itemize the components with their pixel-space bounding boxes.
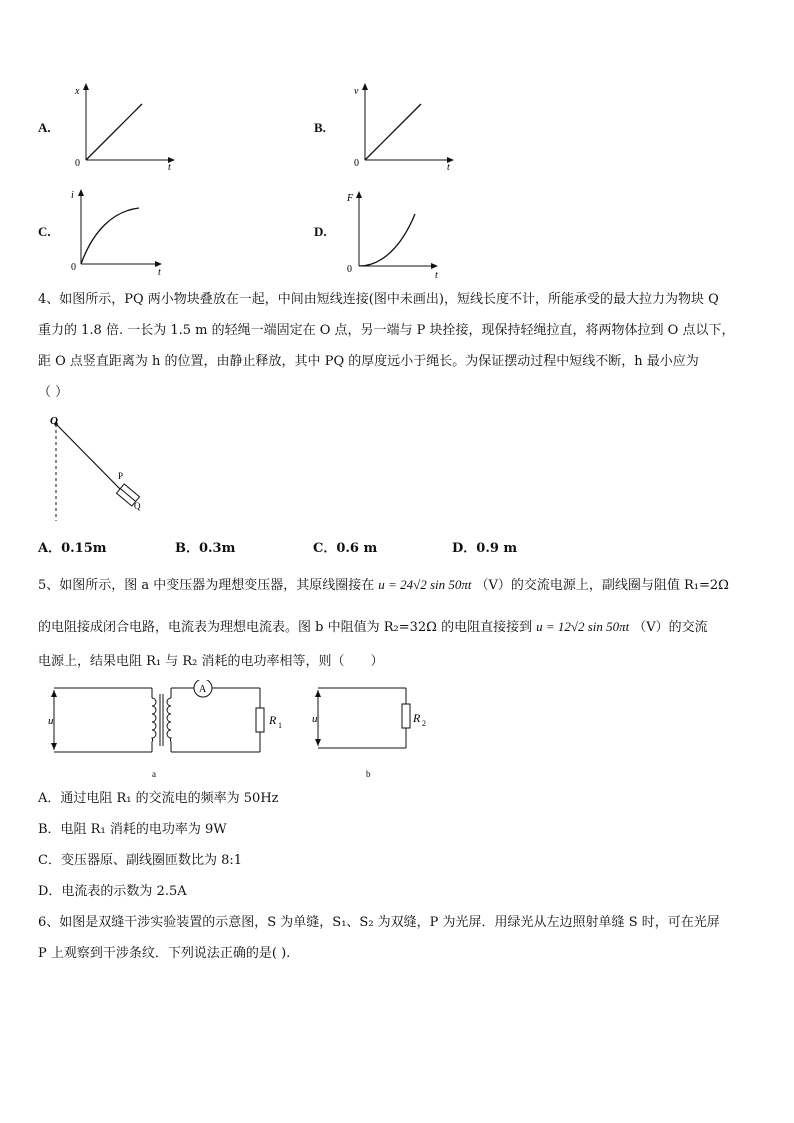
origin-label: 0 xyxy=(71,262,76,273)
transformer-circuit-a xyxy=(40,680,290,780)
q5-equation-2: u = 12√2 sin 50πt xyxy=(536,619,630,634)
option-d[interactable] xyxy=(314,186,514,281)
option-c[interactable] xyxy=(38,186,238,276)
option-a[interactable] xyxy=(38,82,238,172)
resistor-circuit-b xyxy=(308,680,438,780)
resistor-r2-subscript: 2 xyxy=(422,719,426,728)
x-axis-label: t xyxy=(168,162,171,172)
x-axis-label: t xyxy=(447,162,450,172)
block-p-label: P xyxy=(118,471,124,481)
q6-line-1: 6、如图是双缝干涉实验装置的示意图，S 为单缝，S₁、S₂ 为双缝，P 为光屏．用绿光从左边照射单缝 S 时，可在光屏 xyxy=(38,915,720,930)
q4-line-2: 重力的 1.8 倍. 一长为 1.5 m 的轻绳一端固定在 O 点，另一端与 P 块拴接，现保持轻绳拉直，将两物体拉到 O 点以下， xyxy=(38,323,735,338)
y-axis-label: i xyxy=(71,190,74,201)
source-u-label-b: u xyxy=(312,713,318,725)
option-b-label: B. xyxy=(314,120,326,135)
option-b[interactable] xyxy=(314,82,514,172)
origin-label: 0 xyxy=(75,158,80,169)
graph-v-t xyxy=(347,82,497,172)
graph-i-t xyxy=(63,186,213,276)
pendulum-figure xyxy=(48,415,158,525)
q5-line-2b: （V）的交流 xyxy=(633,620,708,635)
graph-x-t xyxy=(68,82,218,172)
ammeter-label: A xyxy=(199,684,207,695)
q5-line-1 xyxy=(38,575,729,596)
source-u-label: u xyxy=(48,715,54,727)
q4-option-c[interactable]: C．0.6 m xyxy=(313,541,378,556)
block-q-label: Q xyxy=(134,501,141,511)
x-axis-label: t xyxy=(435,270,438,281)
q5-line-2 xyxy=(38,617,708,638)
q5-equation-1: u = 24√2 sin 50πt xyxy=(378,577,472,592)
resistor-r2-label: R xyxy=(413,711,421,725)
option-a-label: A. xyxy=(38,120,51,135)
x-axis-label: t xyxy=(158,267,161,276)
q5-line-2a: 的电阻接成闭合电路，电流表为理想电流表。图 b 中阻值为 R₂=32Ω 的电阻直接接到 xyxy=(38,620,533,635)
point-o-label: O xyxy=(50,415,58,427)
figure-b-caption: b xyxy=(366,769,371,779)
q4-line-3: 距 O 点竖直距离为 h 的位置，由静止释放，其中 PQ 的厚度远小于绳长。为保证摆动过程中短线不断，h 最小应为 xyxy=(38,354,699,369)
q5-line-1b: （V）的交流电源上，副线圈与阻值 R₁=2Ω xyxy=(475,578,729,593)
y-axis-label: x xyxy=(75,86,80,97)
q6-line-2: P 上观察到干涉条纹．下列说法正确的是( ). xyxy=(38,946,291,961)
q4-option-b[interactable]: B．0.3m xyxy=(175,541,236,556)
q4-line-1: 4、如图所示，PQ 两小物块叠放在一起，中间由短线连接(图中未画出)，短线长度不计，所能承受的最大拉力为物块 Q xyxy=(38,292,719,307)
resistor-r1-subscript: 1 xyxy=(278,721,282,730)
q5-line-1a: 5、如图所示，图 a 中变压器为理想变压器，其原线圈接在 xyxy=(38,578,375,593)
q5-option-a[interactable]: A．通过电阻 R₁ 的交流电的频率为 50Hz xyxy=(38,791,279,806)
origin-label: 0 xyxy=(347,264,352,275)
q4-option-a[interactable]: A．0.15m xyxy=(38,541,107,556)
q5-line-3: 电源上，结果电阻 R₁ 与 R₂ 消耗的电功率相等，则（ ） xyxy=(38,654,384,669)
q4-option-d[interactable]: D．0.9 m xyxy=(452,541,518,556)
q5-option-c[interactable]: C．变压器原、副线圈匝数比为 8:1 xyxy=(38,853,243,868)
q4-line-4: （ ） xyxy=(38,385,69,400)
figure-a-caption: a xyxy=(152,769,156,779)
y-axis-label: v xyxy=(354,86,359,97)
q5-option-d[interactable]: D．电流表的示数为 2.5A xyxy=(38,884,187,899)
q5-option-b[interactable]: B．电阻 R₁ 消耗的电功率为 9W xyxy=(38,822,227,837)
origin-label: 0 xyxy=(354,158,359,169)
option-c-label: C. xyxy=(38,224,51,239)
option-d-label: D. xyxy=(314,224,327,239)
resistor-r1-label: R xyxy=(269,713,277,727)
graph-f-t xyxy=(341,186,491,281)
y-axis-label: F xyxy=(347,193,354,204)
